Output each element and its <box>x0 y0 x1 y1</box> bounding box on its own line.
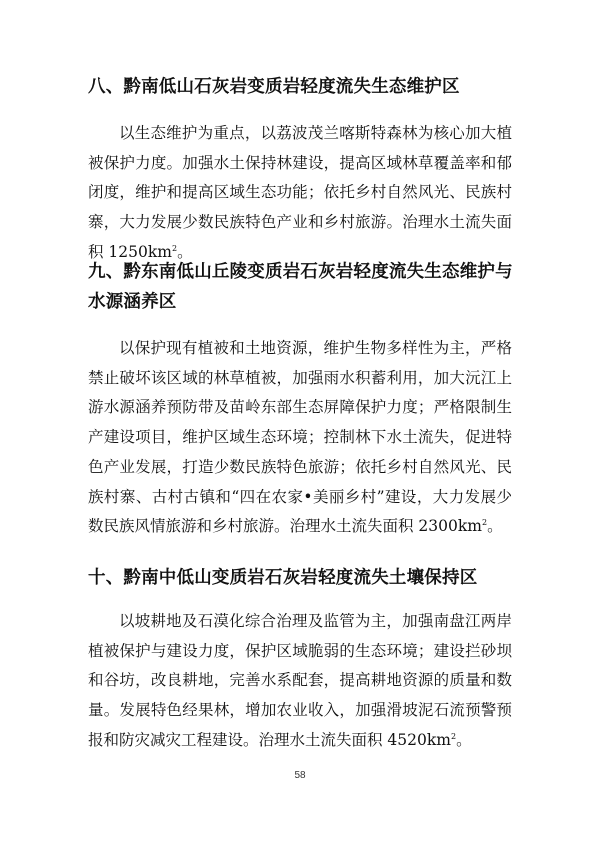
superscript-unit: 2 <box>171 243 178 253</box>
paragraph-end: 。 <box>456 730 472 749</box>
paragraph-end: 。 <box>487 517 503 536</box>
section-heading-8: 八、黔南低山石灰岩变质岩轻度流失生态维护区 <box>88 77 460 97</box>
section-paragraph-9 <box>88 334 512 542</box>
paragraph-text: 以保护现有植被和土地资源，维护生物多样性为主，严格禁止破坏该区域的林草植被，加强雨水积蓄利用，加大沅江上游水源涵养预防带及苗岭东部生态屏障保护力度；严格限制生产建设项目，维护区域生态环境；控制林下水土流失，促进特色产业发展，打造少数民族特色旅游；依托乡村自然风光、民族村寨、古村古镇和“四在农家•美丽乡村”建设，大力发展少数民族风情旅游和乡村旅游。治理水土流失面积 2300km <box>88 339 512 536</box>
page-number: 58 <box>294 770 306 781</box>
section-heading-9: 九、黔东南低山丘陵变质岩石灰岩轻度流失生态维护与水源涵养区 <box>88 262 513 312</box>
paragraph-text: 以坡耕地及石漠化综合治理及监管为主，加强南盘江两岸植被保护与建设力度，保护区域脆弱的生态环境；建设拦砂坝和谷坊，改良耕地，完善水系配套，提高耕地资源的质量和数量。发展特色经果林，增加农业收入，加强滑坡泥石流预警预报和防灾减灾工程建设。治理水土流失面积 4520km <box>88 612 512 749</box>
section-paragraph-10 <box>88 607 512 756</box>
paragraph-end: 。 <box>177 242 193 261</box>
section-paragraph-8 <box>88 119 512 268</box>
paragraph-text: 以生态维护为重点，以荔波茂兰喀斯特森林为核心加大植被保护力度。加强水土保持林建设，提高区域林草覆盖率和郁闭度，维护和提高区域生态功能；依托乡村自然风光、民族村寨，大力发展少数民族特色产业和乡村旅游。治理水土流失面积 1250km <box>88 124 512 261</box>
superscript-unit: 2 <box>481 518 488 528</box>
section-heading-10: 十、黔南中低山变质岩石灰岩轻度流失土壤保持区 <box>88 568 478 588</box>
superscript-unit: 2 <box>450 731 457 741</box>
